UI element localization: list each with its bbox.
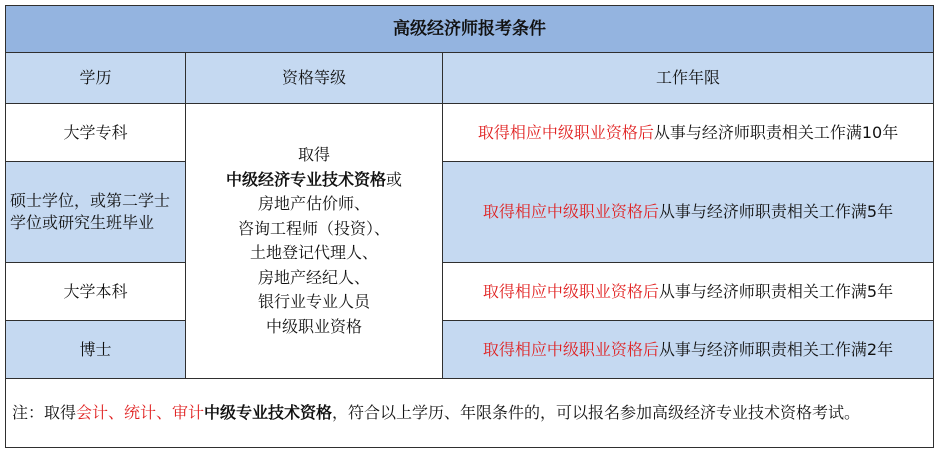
requirement-red: 取得相应中级职业资格后	[482, 202, 659, 221]
note-suffix: ，符合以上学历、年限条件的，可以报名参加高级经济专业技术资格考试。	[332, 403, 861, 422]
requirement-cell	[443, 321, 934, 379]
requirement-text: 从事与经济师职责相关工作满5年	[658, 202, 894, 221]
qualification-line	[186, 168, 442, 193]
note-row	[6, 379, 934, 448]
requirement-text: 从事与经济师职责相关工作满5年	[658, 281, 894, 301]
qualification-cell	[186, 104, 443, 379]
note-prefix: 注：取得	[12, 403, 77, 422]
table-row	[6, 104, 934, 162]
education-cell: 博士	[6, 321, 186, 379]
education-cell: 硕士学位，或第二学士学位或研究生班毕业	[6, 162, 186, 263]
education-cell: 大学本科	[6, 263, 186, 321]
requirement-text: 从事与经济师职责相关工作满2年	[658, 339, 894, 359]
qualification-line: 房地产经纪人、	[257, 267, 370, 287]
requirement-red: 取得相应中级职业资格后	[482, 339, 659, 359]
exam-conditions-table	[5, 5, 934, 448]
note-cell	[6, 379, 934, 448]
header-row	[6, 53, 934, 104]
qualification-line: 房地产估价师、	[257, 194, 370, 213]
header-education: 学历	[6, 53, 186, 104]
qualification-line: 取得	[297, 145, 330, 164]
table-row	[6, 263, 934, 321]
qualification-line: 咨询工程师（投资）、	[237, 218, 390, 238]
qualification-or: 或	[386, 169, 403, 189]
requirement-cell	[443, 162, 934, 263]
title-row	[6, 6, 934, 53]
education-cell: 大学专科	[6, 104, 186, 162]
table-title: 高级经济师报考条件	[6, 6, 934, 53]
qualification-line: 中级职业资格	[265, 316, 362, 336]
table-row	[6, 321, 934, 379]
requirement-red: 取得相应中级职业资格后	[482, 281, 659, 301]
qualification-bold: 中级经济专业技术资格	[225, 169, 386, 189]
table-row	[6, 162, 934, 263]
requirement-text: 从事与经济师职责相关工作满10年	[653, 122, 899, 142]
requirement-red: 取得相应中级职业资格后	[477, 122, 654, 142]
header-qualification: 资格等级	[186, 53, 443, 104]
note-red: 会计、统计、审计	[76, 403, 205, 422]
note-bold: 中级专业技术资格	[204, 403, 333, 422]
requirement-cell	[443, 104, 934, 162]
requirement-cell	[443, 263, 934, 321]
qualification-line: 土地登记代理人、	[249, 243, 378, 262]
qualification-line: 银行业专业人员	[257, 292, 370, 311]
header-years: 工作年限	[443, 53, 934, 104]
